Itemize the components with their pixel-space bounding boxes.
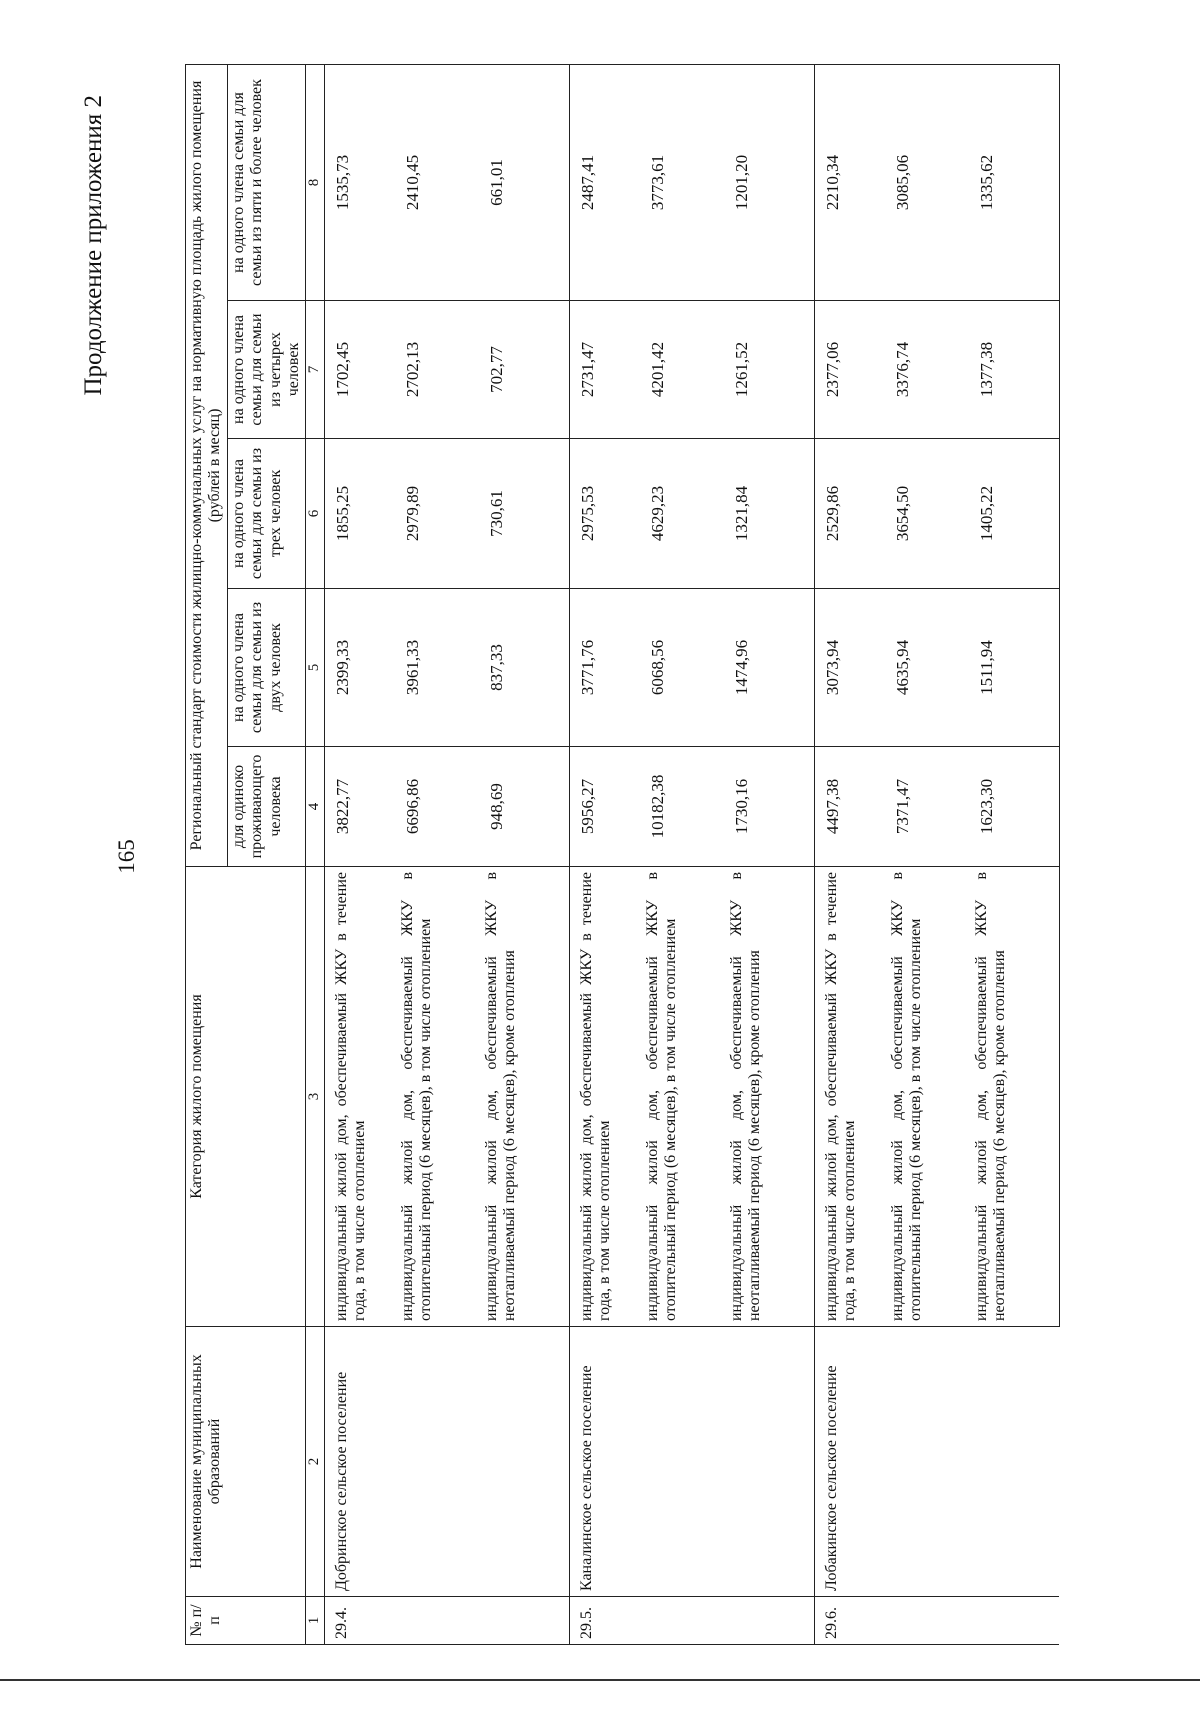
value-cell: 1261,52	[726, 301, 815, 439]
value-cell: 1623,30	[971, 747, 1060, 867]
municipality-name: Лобакинское сельское поселение	[814, 1327, 1059, 1597]
value-cell: 1730,16	[726, 747, 815, 867]
municipality-name: Добринское сельское поселение	[324, 1327, 569, 1597]
value-cell: 1377,38	[971, 301, 1060, 439]
value-cell: 3073,94	[814, 589, 887, 747]
header-subcol: на одного члена семьи для семьи из четырех человек	[227, 301, 306, 439]
column-number: 5	[306, 589, 324, 747]
value-cell: 1405,22	[971, 439, 1060, 589]
value-cell: 3961,33	[397, 589, 481, 747]
value-cell: 6696,86	[397, 747, 481, 867]
value-cell: 837,33	[481, 589, 570, 747]
value-cell: 3654,50	[887, 439, 971, 589]
row-number: 29.4.	[324, 1597, 569, 1645]
value-cell: 7371,47	[887, 747, 971, 867]
value-cell: 1321,84	[726, 439, 815, 589]
category-cell: индивидуальный жилой дом, обеспечиваемый ЖКУ в отопительный период (6 месяцев), в том числе отоплением	[887, 867, 971, 1327]
column-number: 4	[306, 747, 324, 867]
header-subcol: на одного члена семьи для семьи из пяти и более человек	[227, 65, 306, 301]
appendix-caption: Продолжение приложения 2	[80, 95, 107, 396]
value-cell: 3822,77	[324, 747, 397, 867]
value-cell: 1511,94	[971, 589, 1060, 747]
value-cell: 2979,89	[397, 439, 481, 589]
value-cell: 702,77	[481, 301, 570, 439]
header-col-category: Категория жилого помещения	[186, 867, 306, 1327]
value-cell: 1335,62	[971, 65, 1060, 301]
header-subcol: на одного члена семьи для семьи из трех человек	[227, 439, 306, 589]
column-number: 7	[306, 301, 324, 439]
page-number: 165	[114, 839, 139, 874]
header-col-no: № п/п	[186, 1597, 306, 1645]
value-cell: 1535,73	[324, 65, 397, 301]
value-cell: 3085,06	[887, 65, 971, 301]
value-cell: 2702,13	[397, 301, 481, 439]
value-cell: 1201,20	[726, 65, 815, 301]
column-number: 8	[306, 65, 324, 301]
value-cell: 948,69	[481, 747, 570, 867]
value-cell: 730,61	[481, 439, 570, 589]
value-cell: 3773,61	[642, 65, 726, 301]
table-row	[814, 65, 887, 1645]
value-cell: 3376,74	[887, 301, 971, 439]
category-cell: индивидуальный жилой дом, обеспечиваемый ЖКУ в отопительный период (6 месяцев), в том числе отоплением	[642, 867, 726, 1327]
category-cell: индивидуальный жилой дом, обеспечиваемый ЖКУ в отопительный период (6 месяцев), в том числе отоплением	[397, 867, 481, 1327]
column-number: 6	[306, 439, 324, 589]
value-cell: 2377,06	[814, 301, 887, 439]
category-cell: индивидуальный жилой дом, обеспечиваемый ЖКУ в течение года, в том числе отоплением	[814, 867, 887, 1327]
table-row	[324, 65, 397, 1645]
category-cell: индивидуальный жилой дом, обеспечиваемый ЖКУ в течение года, в том числе отоплением	[324, 867, 397, 1327]
value-cell: 1474,96	[726, 589, 815, 747]
category-cell: индивидуальный жилой дом, обеспечиваемый ЖКУ в неотапливаемый период (6 месяцев), кроме отопления	[971, 867, 1060, 1327]
header-subcol: для одиноко проживающего человека	[227, 747, 306, 867]
value-cell: 2410,45	[397, 65, 481, 301]
value-cell: 2529,86	[814, 439, 887, 589]
value-cell: 3771,76	[569, 589, 642, 747]
table-row	[569, 65, 642, 1645]
value-cell: 1855,25	[324, 439, 397, 589]
header-col-standard: Региональный стандарт стоимости жилищно-коммунальных услуг на нормативную площадь жилого помещения (рублей в месяц)	[186, 65, 228, 867]
value-cell: 1702,45	[324, 301, 397, 439]
housing-cost-table	[185, 64, 1060, 1645]
value-cell: 4629,23	[642, 439, 726, 589]
category-cell: индивидуальный жилой дом, обеспечиваемый ЖКУ в неотапливаемый период (6 месяцев), кроме отопления	[481, 867, 570, 1327]
value-cell: 2487,41	[569, 65, 642, 301]
column-number: 2	[306, 1327, 324, 1597]
value-cell: 4201,42	[642, 301, 726, 439]
row-number: 29.6.	[814, 1597, 1059, 1645]
header-subcol: на одного члена семьи для семьи из двух человек	[227, 589, 306, 747]
value-cell: 2399,33	[324, 589, 397, 747]
value-cell: 10182,38	[642, 747, 726, 867]
row-number: 29.5.	[569, 1597, 814, 1645]
value-cell: 4635,94	[887, 589, 971, 747]
value-cell: 2210,34	[814, 65, 887, 301]
value-cell: 4497,38	[814, 747, 887, 867]
column-number: 1	[306, 1597, 324, 1645]
value-cell: 6068,56	[642, 589, 726, 747]
category-cell: индивидуальный жилой дом, обеспечиваемый ЖКУ в неотапливаемый период (6 месяцев), кроме отопления	[726, 867, 815, 1327]
value-cell: 2975,53	[569, 439, 642, 589]
column-number: 3	[306, 867, 324, 1327]
value-cell: 5956,27	[569, 747, 642, 867]
category-cell: индивидуальный жилой дом, обеспечиваемый ЖКУ в течение года, в том числе отоплением	[569, 867, 642, 1327]
value-cell: 2731,47	[569, 301, 642, 439]
municipality-name: Каналинское сельское поселение	[569, 1327, 814, 1597]
header-col-name: Наименование муниципальных образований	[186, 1327, 306, 1597]
value-cell: 661,01	[481, 65, 570, 301]
